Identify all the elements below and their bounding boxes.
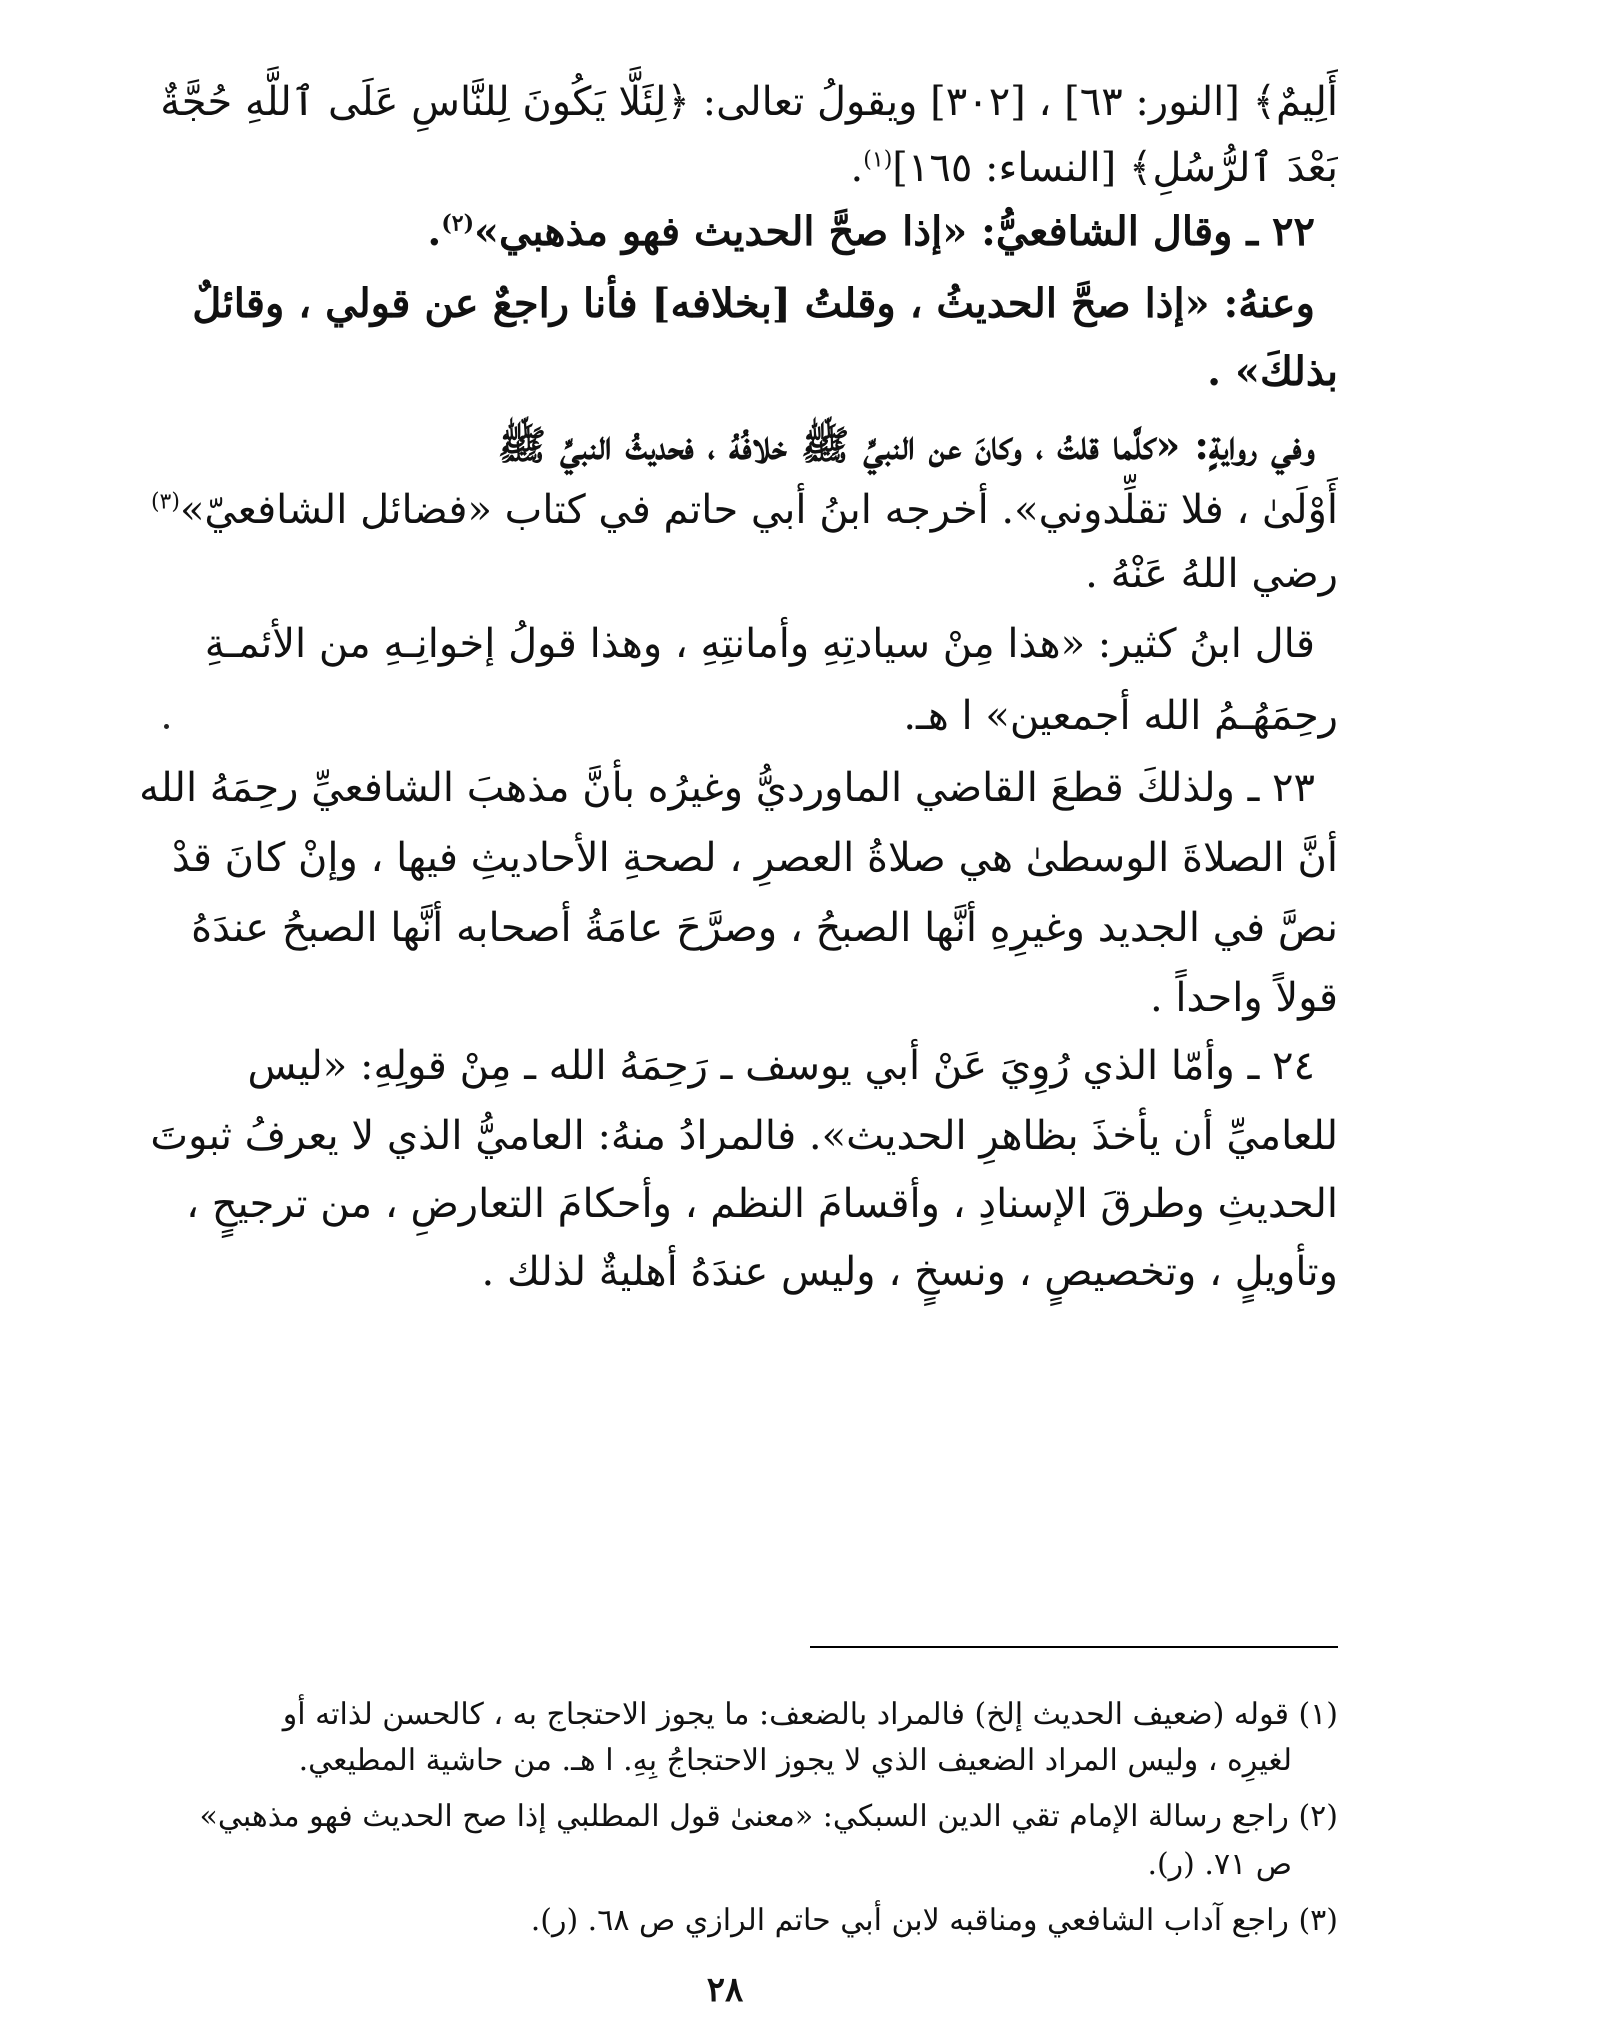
text-line: نصَّ في الجديد وغيرِهِ أنَّها الصبحُ ، وصرَّحَ عامَةُ أصحابه أنَّها الصبحُ عندَهُ <box>191 905 1338 951</box>
text-line: ٢٣ ـ ولذلكَ قطعَ القاضي الماورديُّ وغيرُه بأنَّ مذهبَ الشافعيِّ رحِمَهُ الله <box>139 765 1315 811</box>
text-line: وتأويلٍ ، وتخصيصٍ ، ونسخٍ ، وليس عندَهُ أهليةٌ لذلك . <box>481 1249 1338 1295</box>
footnote-line: (٣) راجع آداب الشافعي ومناقبه لابن أبي حاتم الرازي ص ٦٨. (ر). <box>530 1903 1338 1938</box>
text-line: وفي روايةٍ: «كلَّما قلتُ ، وكانَ عن النبيِّ ﷺ خلافُهُ ، فحديثُ النبيِّ ﷺ <box>497 422 1315 469</box>
footnote-ref: (٢) <box>441 210 475 237</box>
text-line: وعنهُ: «إذا صحَّ الحديثُ ، وقلتُ [بخلافه] فأنا راجعٌ عن قولي ، وقائلٌ <box>192 280 1315 327</box>
text-line: بَعْدَ ٱلرُّسُلِ﴾ [النساء: ١٦٥]$^{(١)}$. <box>850 145 1338 191</box>
text-line: بذلكَ» . <box>1207 348 1338 395</box>
footnote-line: ص ٧١. (ر). <box>1147 1847 1292 1882</box>
text-line: قولاً واحداً . <box>1149 975 1338 1021</box>
text-line: ٢٤ ـ وأمّا الذي رُوِيَ عَنْ أبي يوسف ـ رَحِمَهُ الله ـ مِنْ قولِهِ: «ليس <box>247 1043 1315 1089</box>
text-line: رحِمَهُـمُ الله أجمعين» ا هـ. <box>903 693 1338 739</box>
text-line: أنَّ الصلاةَ الوسطىٰ هي صلاةُ العصرِ ، لصحةِ الأحاديثِ فيها ، وإنْ كانَ قدْ <box>171 835 1338 881</box>
footnote-line: لغيرِه ، وليس المراد الضعيف الذي لا يجوز الاحتجاجُ بِهِ. ا هـ. من حاشية المطيعي. <box>298 1743 1292 1778</box>
footnote-line: (١) قوله (ضعيف الحديث إلخ) فالمراد بالضعف: ما يجوز الاحتجاج به ، كالحسن لذاته أو <box>282 1697 1338 1732</box>
footnote-ref: (١) <box>863 147 893 173</box>
text-line: الحديثِ وطرقَ الإسنادِ ، وأقسامَ النظم ، وأحكامَ التعارضِ ، من ترجيحٍ ، <box>186 1181 1338 1227</box>
page-number: ٢٨ <box>706 1970 744 2010</box>
text-line: قال ابنُ كثير: «هذا مِنْ سيادتِهِ وأمانتِهِ ، وهذا قولُ إخوانِـهِ من الأئمـةِ <box>204 621 1315 667</box>
text-line: ٢٢ ـ وقال الشافعيُّ: «إذا صحَّ الحديث فهو مذهبي»$^{(٢)}$. <box>427 208 1315 255</box>
footnote-line: (٢) راجع رسالة الإمام تقي الدين السبكي: «معنىٰ قول المطلبي إذا صح الحديث فهو مذهبي» <box>199 1799 1338 1834</box>
text-line: رضي اللهُ عَنْهُ . <box>1085 551 1338 597</box>
text-line: للعاميِّ أن يأخذَ بظاهرِ الحديث». فالمرادُ منهُ: العاميُّ الذي لا يعرفُ ثبوتَ <box>150 1113 1338 1159</box>
footnote-ref: (٣) <box>150 489 180 515</box>
footnote-separator <box>810 1646 1338 1648</box>
text-line: أَلِيمٌ﴾ [النور: ٦٣] ، [٣٠٢] ويقولُ تعالى: ﴿لِئَلَّا يَكُونَ لِلنَّاسِ عَلَى ٱللَّهِ حُجَّةٌ <box>160 79 1338 125</box>
text-line: أَوْلَىٰ ، فلا تقلِّدوني». أخرجه ابنُ أبي حاتم في كتاب «فضائل الشافعيّ»$^{(٣)}$ <box>150 487 1338 533</box>
